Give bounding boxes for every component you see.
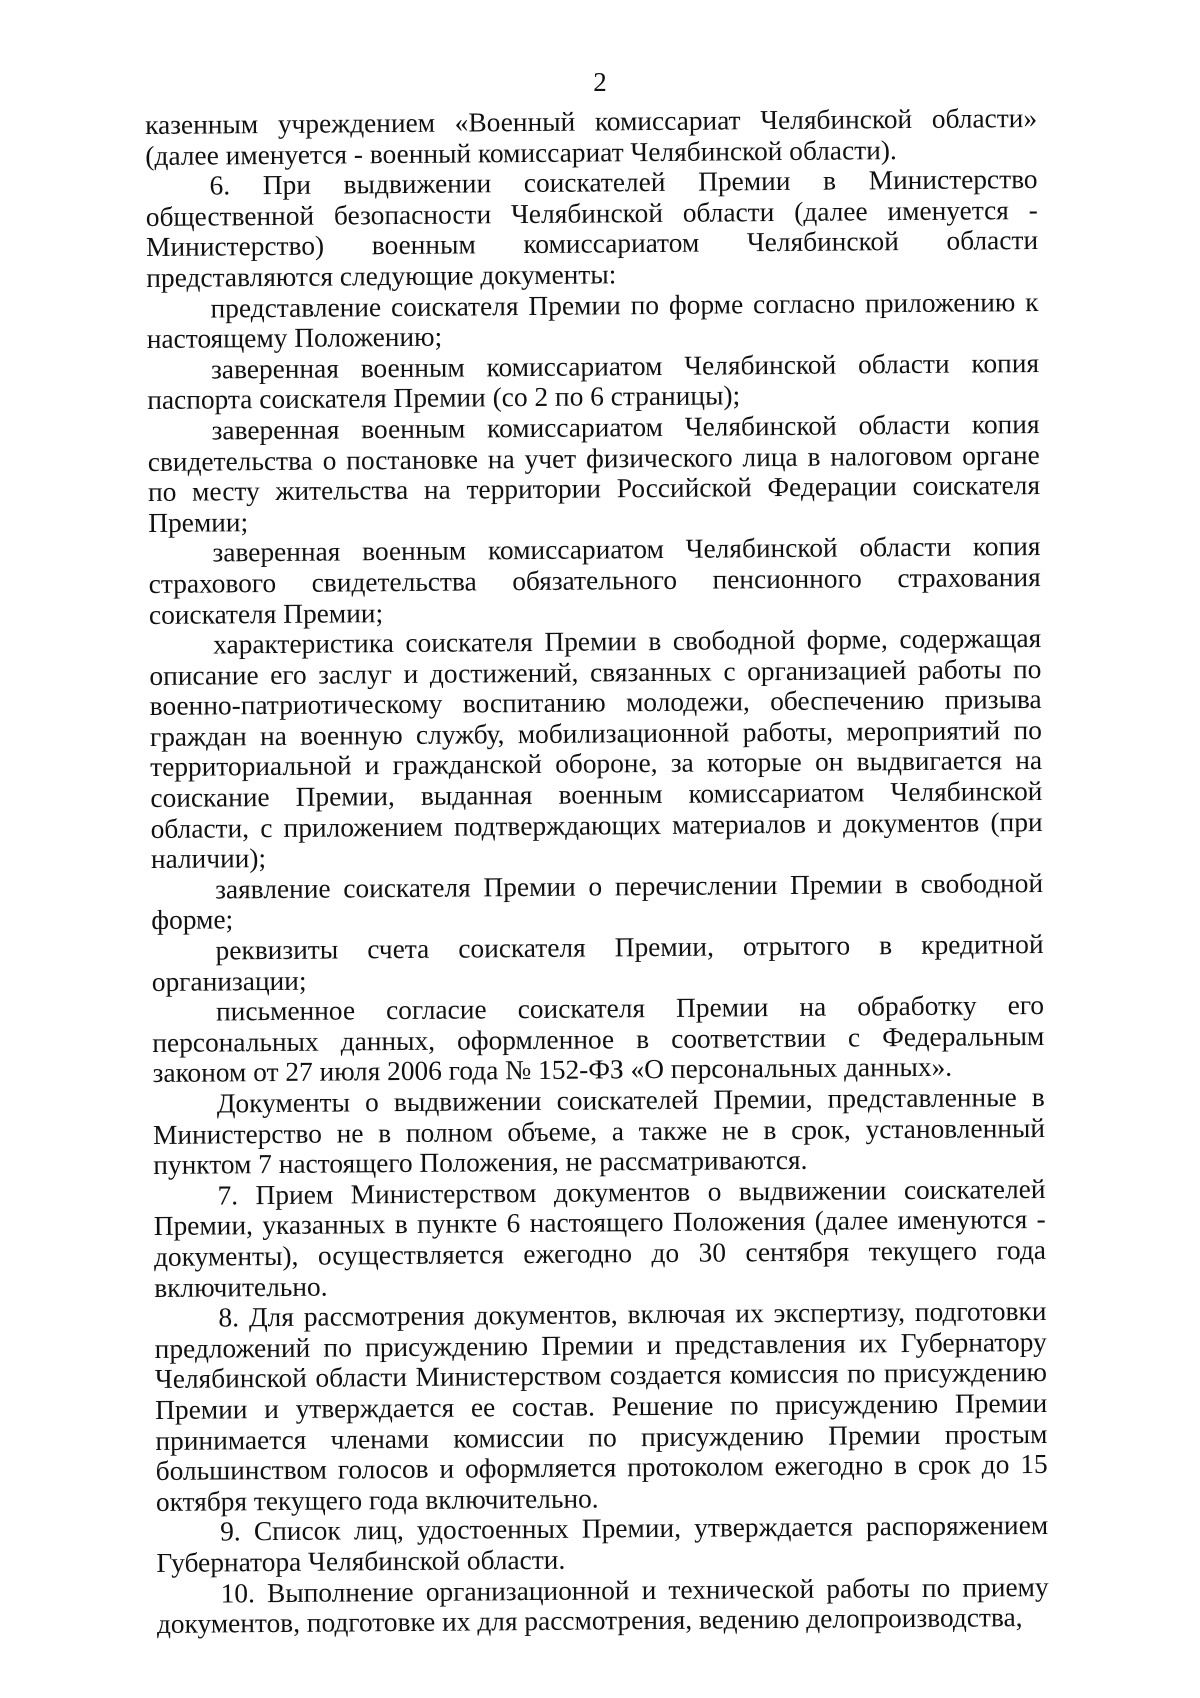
paragraph-list-item: заверенная военным комиссариатом Челябинской области копия страхового свидетельства обязательного пенсионного страхования соискателя Премии; <box>148 531 1041 630</box>
paragraph-list-item: заверенная военным комиссариатом Челябинской области копия паспорта соискателя Премии (со 2 по 6 страницы); <box>147 347 1040 416</box>
paragraph-item-9: 9. Список лиц, удостоенных Премии, утверждается распоряжением Губернатора Челябинской области. <box>156 1510 1049 1578</box>
document-body <box>145 103 1049 1640</box>
paragraph-list-item: характеристика соискателя Премии в свободной форме, содержащая описание его заслуг и достижений, связанных с организацией работы по военно-патриотическому воспитанию молодежи, обеспечению призыва граждан на военную службу, мобилизационной работы, мероприятий по территориальной и гражданской обороне, за которые он выдвигается на соискание Премии, выданная военным комиссариатом Челябинской области, с приложением подтверждающих материалов и документов (при наличии); <box>149 623 1043 875</box>
paragraph-item-8: 8. Для рассмотрения документов, включая их экспертизу, подготовки предложений по присуждению Премии и представления их Губернатору Челябинской области Министерством создается комиссия по присуждению Премии и утверждается ее состав. Решение по присуждению Премии принимается членами комиссии по присуждению Премии простым большинством голосов и оформляется протоколом ежегодно в срок до 15 октября текущего года включительно. <box>154 1296 1048 1517</box>
paragraph-list-item: представление соискателя Премии по форме согласно приложению к настоящему Положению; <box>146 286 1039 355</box>
paragraph-item-7: 7. Прием Министерством документов о выдвижении соискателей Премии, указанных в пункте 6 настоящего Положения (далее именуются - документы), осуществляется ежегодно до 30 сентября текущего года включительно. <box>153 1173 1047 1303</box>
paragraph-continuation: казенным учреждением «Военный комиссариат Челябинской области» (далее именуется - военный комиссариат Челябинской области). <box>145 102 1038 171</box>
paragraph-list-item: реквизиты счета соискателя Премии, отрытого в кредитной организации; <box>151 929 1044 997</box>
paragraph-item-10: 10. Выполнение организационной и технической работы по приему документов, подготовке их для рассмотрения, ведению делопроизводства, <box>156 1571 1049 1640</box>
paragraph-item-6: 6. При выдвижении соискателей Премии в Министерство общественной безопасности Челябинской области (далее именуется - Министерство) военным комиссариатом Челябинской области представляются следующие документы: <box>145 164 1039 293</box>
paragraph-list-item: письменное согласие соискателя Премии на обработку его персональных данных, оформленное в соответствии с Федеральным законом от 27 июля 2006 года № 152-ФЗ «О персональных данных». <box>152 990 1045 1089</box>
paragraph-list-item: заверенная военным комиссариатом Челябинской области копия свидетельства о постановке на учет физического лица в налоговом органе по месту жительства на территории Российской Федерации соискателя Премии; <box>147 408 1041 538</box>
paragraph-list-item: заявление соискателя Премии о перечислении Премии в свободной форме; <box>151 867 1044 936</box>
page-number: 2 <box>593 67 607 97</box>
paragraph-note: Документы о выдвижении соискателей Премии, представленные в Министерство не в полном объеме, а также не в срок, установленный пунктом 7 настоящего Положения, не рассматриваются. <box>152 1081 1046 1181</box>
